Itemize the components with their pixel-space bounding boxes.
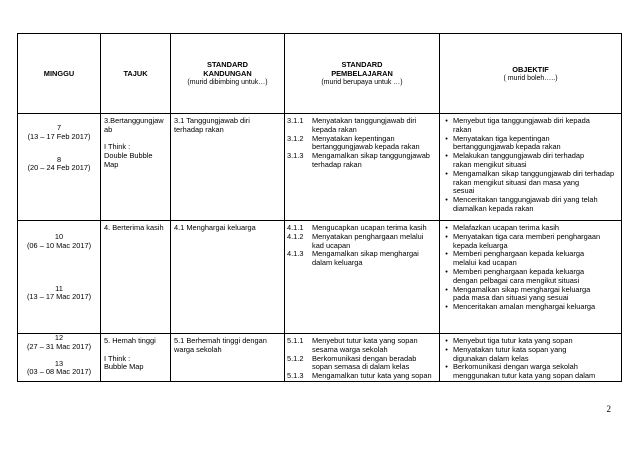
content-standard-line: 5.1 Berhemah tinggi dengan: [174, 336, 267, 345]
objective-text: [453, 268, 619, 286]
learning-standard-number: 4.1.2: [287, 231, 304, 241]
topic-line: 5. Hemah tinggi: [104, 336, 156, 345]
learning-standard-item: [285, 135, 439, 153]
bullet-icon: •: [445, 223, 448, 232]
objective-line: Menyebut tiga tanggungjawab diri kepada: [453, 116, 590, 125]
header-standard-kandungan: STANDARD KANDUNGAN (murid dibimbing untuk…): [171, 34, 285, 114]
week-dates: (06 – 10 Mac 2017): [26, 240, 92, 250]
bullet-icon: •: [445, 168, 448, 178]
bullet-icon: •: [445, 266, 448, 276]
week-dates: (27 – 31 Mac 2017): [26, 341, 92, 351]
objective-line: diamalkan kepada rakan: [453, 203, 534, 213]
table-row: [18, 114, 622, 221]
week-block: [18, 233, 100, 251]
objective-line: sesuai: [453, 186, 475, 196]
objective-line: Melakukan tanggungjawab diri terhadap: [453, 151, 585, 161]
objective-text: [453, 286, 619, 304]
objective-text: [453, 135, 619, 153]
learning-standard-cell: [285, 114, 440, 221]
learning-standard-line: Mengamalkan tutur kata yang sopan: [312, 371, 432, 381]
content-standard-line: terhadap rakan: [174, 124, 224, 134]
header-tajuk: TAJUK: [101, 34, 171, 114]
learning-standard-item: [285, 337, 439, 355]
objective-item: [440, 196, 619, 214]
objective-line: Menceritakan tanggungjawab diri yang telah: [453, 195, 598, 205]
header-standard-pembelajaran: STANDARD PEMBELAJARAN (murid berupaya untuk …): [285, 34, 440, 114]
bullet-icon: •: [445, 231, 448, 241]
learning-standard-number: 3.1.1: [287, 116, 304, 125]
learning-standard-line: Mengamalkan sikap menghargai: [312, 249, 419, 259]
table-row: [18, 221, 622, 334]
objective-line: Menyebut tiga tutur kata yang sopan: [453, 336, 573, 345]
topic-line: I Think :: [104, 353, 131, 363]
topic-line: 3.Bertanggungjaw: [104, 116, 164, 125]
learning-standard-line: kepada rakan: [312, 124, 357, 134]
bullet-icon: •: [445, 195, 448, 205]
content-standard-cell: [171, 334, 285, 382]
bullet-icon: •: [445, 344, 448, 354]
learning-standard-text: [312, 152, 437, 170]
objective-line: rakan mengikut situasi dan masa yang: [453, 177, 580, 187]
topic-cell: [101, 114, 171, 221]
week-number: 10: [54, 232, 64, 241]
learning-standard-line: Menyatakan tanggungjawab diri: [312, 116, 417, 125]
objective-line: Mengamalkan sikap menghargai keluarga: [453, 284, 591, 294]
objective-line: Mengamalkan sikap tanggungjawab diri terhadap: [453, 168, 615, 178]
content-standard-cell: [171, 114, 285, 221]
learning-standard-number: 3.1.3: [287, 151, 304, 161]
learning-standard-line: terhadap rakan: [312, 159, 362, 169]
week-cell: [18, 334, 101, 382]
topic-cell: [101, 334, 171, 382]
week-dates: (13 – 17 Feb 2017): [27, 131, 91, 141]
learning-standard-text: [312, 355, 437, 373]
objective-line: Memberi penghargaan kepada keluarga: [453, 249, 585, 259]
bullet-icon: •: [445, 362, 448, 372]
objective-cell: [440, 334, 622, 382]
objective-line: rakan: [453, 124, 472, 134]
bullet-icon: •: [445, 336, 448, 345]
bullet-icon: •: [445, 302, 448, 312]
week-number: 12: [54, 333, 64, 342]
content-standard-line: 3.1 Tanggungjawab diri: [174, 116, 250, 125]
bullet-icon: •: [445, 284, 448, 294]
objective-line: kepada keluarga: [453, 240, 508, 250]
week-block: [18, 360, 100, 378]
objective-cell: [440, 114, 622, 221]
week-number: 11: [55, 283, 63, 293]
week-block: [18, 285, 100, 303]
week-block: [18, 156, 100, 174]
topic-line: 4. Berterima kasih: [104, 223, 164, 232]
learning-standard-text: [312, 337, 437, 355]
learning-standard-line: sesama warga sekolah: [312, 344, 388, 354]
content-standard-line: 4.1 Menghargai keluarga: [174, 223, 256, 232]
week-number: 8: [56, 154, 62, 164]
learning-standard-item: [285, 233, 439, 251]
content-standard-cell: [171, 221, 285, 334]
topic-line: Bubble Map: [104, 362, 144, 372]
objective-line: Menyatakan tiga kepentingan: [453, 133, 550, 143]
bullet-icon: •: [445, 133, 448, 143]
objective-item: [440, 233, 619, 251]
objective-line: Memberi penghargaan kepada keluarga: [453, 266, 585, 276]
objective-line: melalui kad ucapan: [453, 258, 517, 268]
week-block: [18, 334, 100, 352]
objective-item: [440, 170, 619, 196]
objective-item: [440, 303, 619, 312]
learning-standard-line: Mengucapkan ucapan terima kasih: [312, 223, 427, 232]
learning-standard-item: [285, 355, 439, 373]
topic-line: Map: [104, 159, 119, 169]
objective-item: [440, 117, 619, 135]
learning-standard-number: 5.1.3: [287, 371, 304, 381]
learning-standard-line: dalam keluarga: [312, 258, 363, 268]
learning-standard-item: [285, 117, 439, 135]
objective-item: [440, 346, 619, 364]
week-dates: (13 – 17 Mac 2017): [26, 292, 92, 302]
objective-text: [453, 196, 619, 214]
objective-list: [440, 337, 621, 381]
objective-line: Menyatakan tiga cara memberi penghargaan: [453, 231, 601, 241]
topic-cell: [101, 221, 171, 334]
learning-standard-line: Menyatakan kepentingan: [312, 133, 395, 143]
objective-line: dengan pelbagai cara mengikut situasi: [453, 275, 580, 285]
learning-standard-item: [285, 372, 439, 381]
learning-standard-line: Menyebut tutur kata yang sopan: [312, 336, 418, 345]
objective-line: pada masa dan situasi yang sesuai: [453, 293, 569, 303]
objective-text: [453, 363, 619, 381]
bullet-icon: •: [445, 249, 448, 259]
objective-cell: [440, 221, 622, 334]
objective-line: Berkomunikasi dengan warga sekolah: [453, 362, 578, 372]
objective-text: [453, 170, 619, 196]
learning-standard-line: kad ucapan: [312, 240, 351, 250]
week-dates: (03 – 08 Mac 2017): [26, 367, 92, 377]
learning-standard-item: [285, 250, 439, 268]
header-minggu: MINGGU: [18, 34, 101, 114]
learning-standard-line: Menyatakan penghargaan melalui: [312, 231, 424, 241]
learning-standard-line: bertanggungjawab kepada rakan: [312, 142, 420, 152]
objective-line: Menceritakan amalan menghargai keluarga: [453, 302, 596, 312]
learning-standard-text: [312, 372, 437, 381]
week-cell: [18, 221, 101, 334]
learning-standard-line: Berkomunikasi dengan beradab: [312, 353, 417, 363]
learning-standard-item: [285, 152, 439, 170]
topic-line: ab: [104, 124, 113, 134]
scheme-of-work-table: [17, 33, 622, 382]
header-objektif: OBJEKTIF ( murid boleh…..): [440, 34, 622, 114]
objective-item: [440, 363, 619, 381]
objective-line: menggunakan tutur kata yang sopan dalam: [453, 371, 596, 381]
objective-text: [453, 117, 619, 135]
content-standard-line: warga sekolah: [174, 344, 222, 354]
header-row: [18, 34, 622, 114]
objective-line: rakan mengikut situasi: [453, 159, 527, 169]
week-dates: (20 – 24 Feb 2017): [27, 163, 91, 173]
learning-standard-line: sopan semasa di dalam kelas: [312, 362, 410, 372]
objective-item: [440, 286, 619, 304]
learning-standard-cell: [285, 334, 440, 382]
learning-standard-cell: [285, 221, 440, 334]
objective-list: [440, 117, 621, 214]
learning-standard-text: [312, 250, 437, 268]
learning-standard-text: [312, 233, 437, 251]
bullet-icon: •: [445, 116, 448, 125]
topic-line: I Think :: [104, 142, 131, 152]
objective-line: Melafazkan ucapan terima kasih: [453, 223, 559, 232]
objective-item: [440, 135, 619, 153]
objective-line: Menyatakan tutur kata sopan yang: [453, 344, 567, 354]
objective-line: digunakan dalam kelas: [453, 353, 529, 363]
learning-standard-number: 4.1.3: [287, 249, 304, 259]
objective-item: [440, 250, 619, 268]
objective-text: [453, 303, 619, 312]
objective-text: [453, 346, 619, 364]
table-row: [18, 334, 622, 382]
objective-text: [453, 233, 619, 251]
objective-list: [440, 224, 621, 312]
week-number: 7: [56, 123, 62, 132]
learning-standard-text: [312, 135, 437, 153]
objective-item: [440, 152, 619, 170]
learning-standard-number: 5.1.1: [287, 336, 304, 345]
learning-standard-number: 3.1.2: [287, 133, 304, 143]
learning-standard-number: 5.1.2: [287, 353, 304, 363]
bullet-icon: •: [445, 151, 448, 161]
learning-standard-text: [312, 117, 437, 135]
objective-item: [440, 268, 619, 286]
objective-text: [453, 250, 619, 268]
topic-line: Double Bubble: [104, 151, 153, 161]
learning-standard-number: 4.1.1: [287, 223, 304, 232]
week-cell: [18, 114, 101, 221]
week-block: [18, 124, 100, 142]
week-number: 13: [54, 358, 64, 368]
objective-text: [453, 152, 619, 170]
page-number: 2: [606, 404, 611, 414]
objective-line: bertanggungjawab kepada rakan: [453, 142, 561, 152]
learning-standard-line: Mengamalkan sikap tanggungjawab: [312, 151, 430, 161]
